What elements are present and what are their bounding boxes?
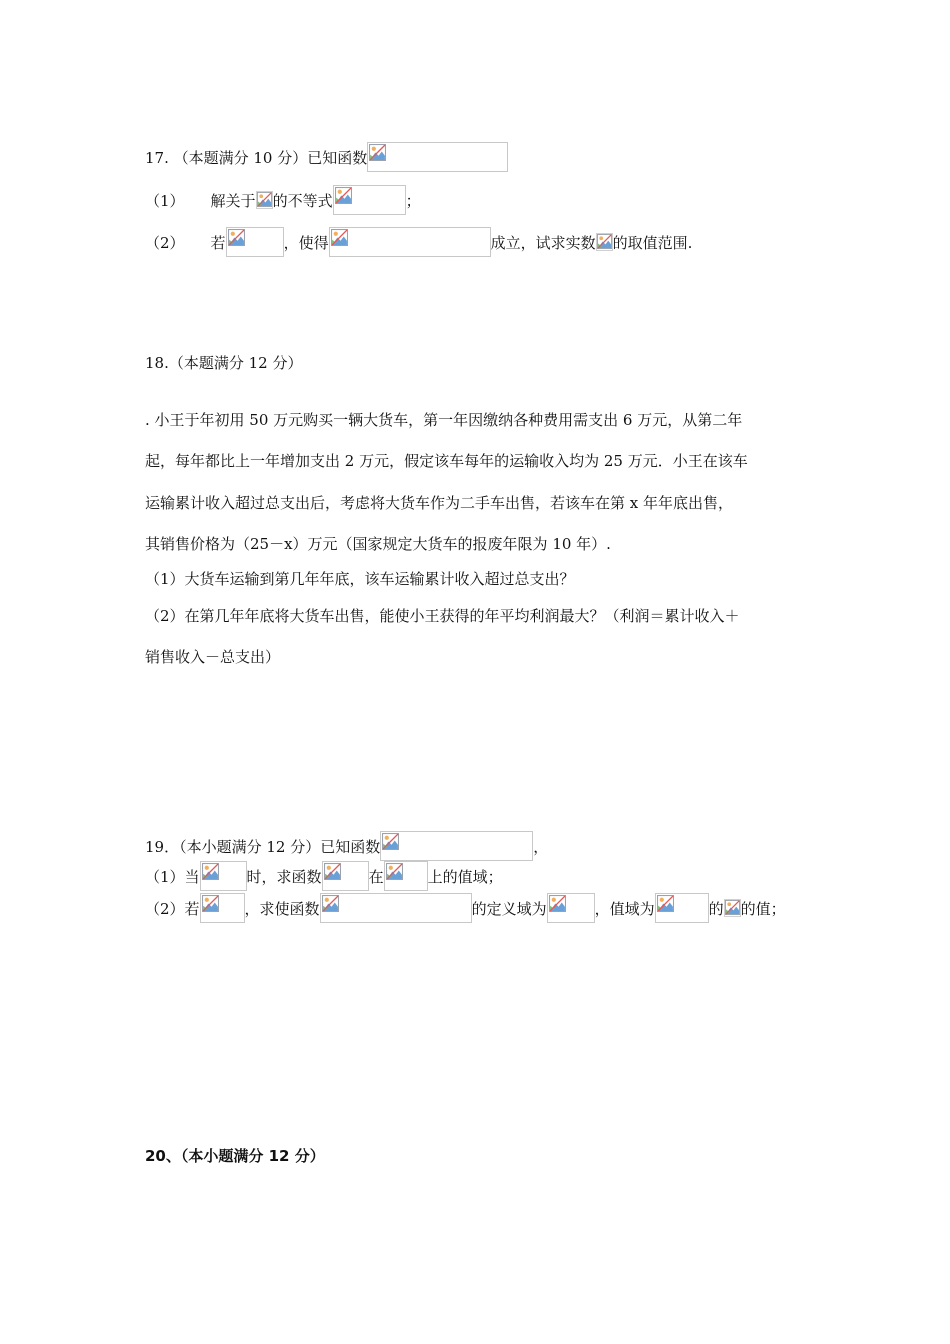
q19-title-end: ， xyxy=(533,837,549,856)
q18-question-1 xyxy=(145,562,575,594)
q18-question-2-cont xyxy=(145,640,280,672)
q17-part2-text-b: ，使得 xyxy=(283,233,329,252)
q18-question-1-text: （1）大货车运输到第几年年底，该车运输累计收入超过总支出？ xyxy=(145,569,575,588)
broken-image-icon xyxy=(386,863,403,880)
q17-part1-number: （1） xyxy=(145,191,185,210)
formula-image-placeholder xyxy=(547,893,595,923)
broken-image-icon xyxy=(322,895,339,912)
q19-part1-text-b: 在 xyxy=(368,867,384,886)
q19-part1-text-c: 上的值域； xyxy=(427,867,503,886)
q18-paragraph-text: 起，每年都比上一年增加支出 2 万元，假定该车每年的运输收入均为 25 万元．小王在该车 xyxy=(145,451,748,470)
q19-part1-line xyxy=(145,860,503,892)
q19-title-line xyxy=(145,830,548,862)
formula-image-placeholder xyxy=(320,893,472,923)
q18-paragraph-text: 其销售价格为（25－x）万元（国家规定大货车的报废年限为 10 年）. xyxy=(145,534,611,553)
q18-paragraph-text: 运输累计收入超过总支出后，考虑将大货车作为二手车出售，若该车在第 x 年年底出售， xyxy=(145,493,733,512)
q18-title-line xyxy=(145,346,302,378)
q17-part2-line xyxy=(145,226,692,258)
broken-image-icon xyxy=(202,895,219,912)
q17-part2-text-a: 若 xyxy=(210,233,226,252)
broken-image-icon xyxy=(382,833,399,850)
broken-image-icon xyxy=(549,895,566,912)
q17-part1-end: ； xyxy=(405,191,421,210)
q20-title-line xyxy=(145,1139,325,1171)
formula-image-placeholder xyxy=(329,227,491,257)
q17-part2-number: （2） xyxy=(145,233,185,252)
q19-part2-text-a: ，求使函数 xyxy=(244,899,320,918)
q17-part2-text-c: 成立，试求实数 xyxy=(490,233,596,252)
q17-title-line xyxy=(145,141,508,173)
q18-question-2-text-cont: 销售收入－总支出） xyxy=(145,647,281,666)
formula-image-placeholder xyxy=(384,861,428,891)
q19-part2-line xyxy=(145,892,786,924)
q18-question-2-text: （2）在第几年年底将大货车出售，能使小王获得的年平均利润最大？（利润＝累计收入＋ xyxy=(145,606,740,625)
broken-image-icon xyxy=(725,900,740,915)
q19-part2-text-d: 的 xyxy=(708,899,724,918)
broken-image-icon xyxy=(202,863,219,880)
q20-title: 20、（本小题满分 12 分） xyxy=(145,1146,325,1165)
broken-image-icon xyxy=(369,144,386,161)
q18-title: 18.（本题满分 12 分） xyxy=(145,353,303,372)
q19-title: 19．（本小题满分 12 分）已知函数 xyxy=(145,837,381,856)
q19-part2-text-num: （2）若 xyxy=(145,899,200,918)
formula-image-placeholder xyxy=(256,191,273,209)
q18-paragraph-text: . 小王于年初用 50 万元购买一辆大货车，第一年因缴纳各种费用需支出 6 万元，从第二年 xyxy=(145,410,743,429)
q18-question-2 xyxy=(145,599,740,631)
q18-paragraph-line-1 xyxy=(145,403,742,435)
broken-image-icon xyxy=(257,192,272,207)
formula-image-placeholder xyxy=(380,831,533,861)
q17-part1-line xyxy=(145,184,421,216)
formula-image-placeholder xyxy=(596,233,613,251)
formula-image-placeholder xyxy=(724,899,741,917)
broken-image-icon xyxy=(597,234,612,249)
broken-image-icon xyxy=(324,863,341,880)
q18-paragraph-line-3 xyxy=(145,486,733,518)
formula-image-placeholder xyxy=(655,893,709,923)
q19-part2-text-c: ，值域为 xyxy=(594,899,655,918)
q18-paragraph-line-4 xyxy=(145,527,611,559)
formula-image-placeholder xyxy=(322,861,369,891)
formula-image-placeholder xyxy=(226,227,284,257)
q19-part1-text-a: 时，求函数 xyxy=(246,867,322,886)
q19-part2-text-e: 的值； xyxy=(740,899,786,918)
formula-image-placeholder xyxy=(367,142,508,172)
q17-part2-text-d: 的取值范围. xyxy=(612,233,693,252)
broken-image-icon xyxy=(331,229,348,246)
broken-image-icon xyxy=(228,229,245,246)
formula-image-placeholder xyxy=(200,861,247,891)
q17-part1-text-b: 的不等式 xyxy=(272,191,333,210)
broken-image-icon xyxy=(657,895,674,912)
q17-title: 17. （本题满分 10 分）已知函数 xyxy=(145,148,368,167)
formula-image-placeholder xyxy=(333,185,406,215)
broken-image-icon xyxy=(335,187,352,204)
q19-part1-text-num: （1）当 xyxy=(145,867,200,886)
q19-part2-text-b: 的定义域为 xyxy=(471,899,547,918)
formula-image-placeholder xyxy=(200,893,245,923)
q18-paragraph-line-2 xyxy=(145,444,748,476)
q17-part1-text-a: 解关于 xyxy=(210,191,256,210)
